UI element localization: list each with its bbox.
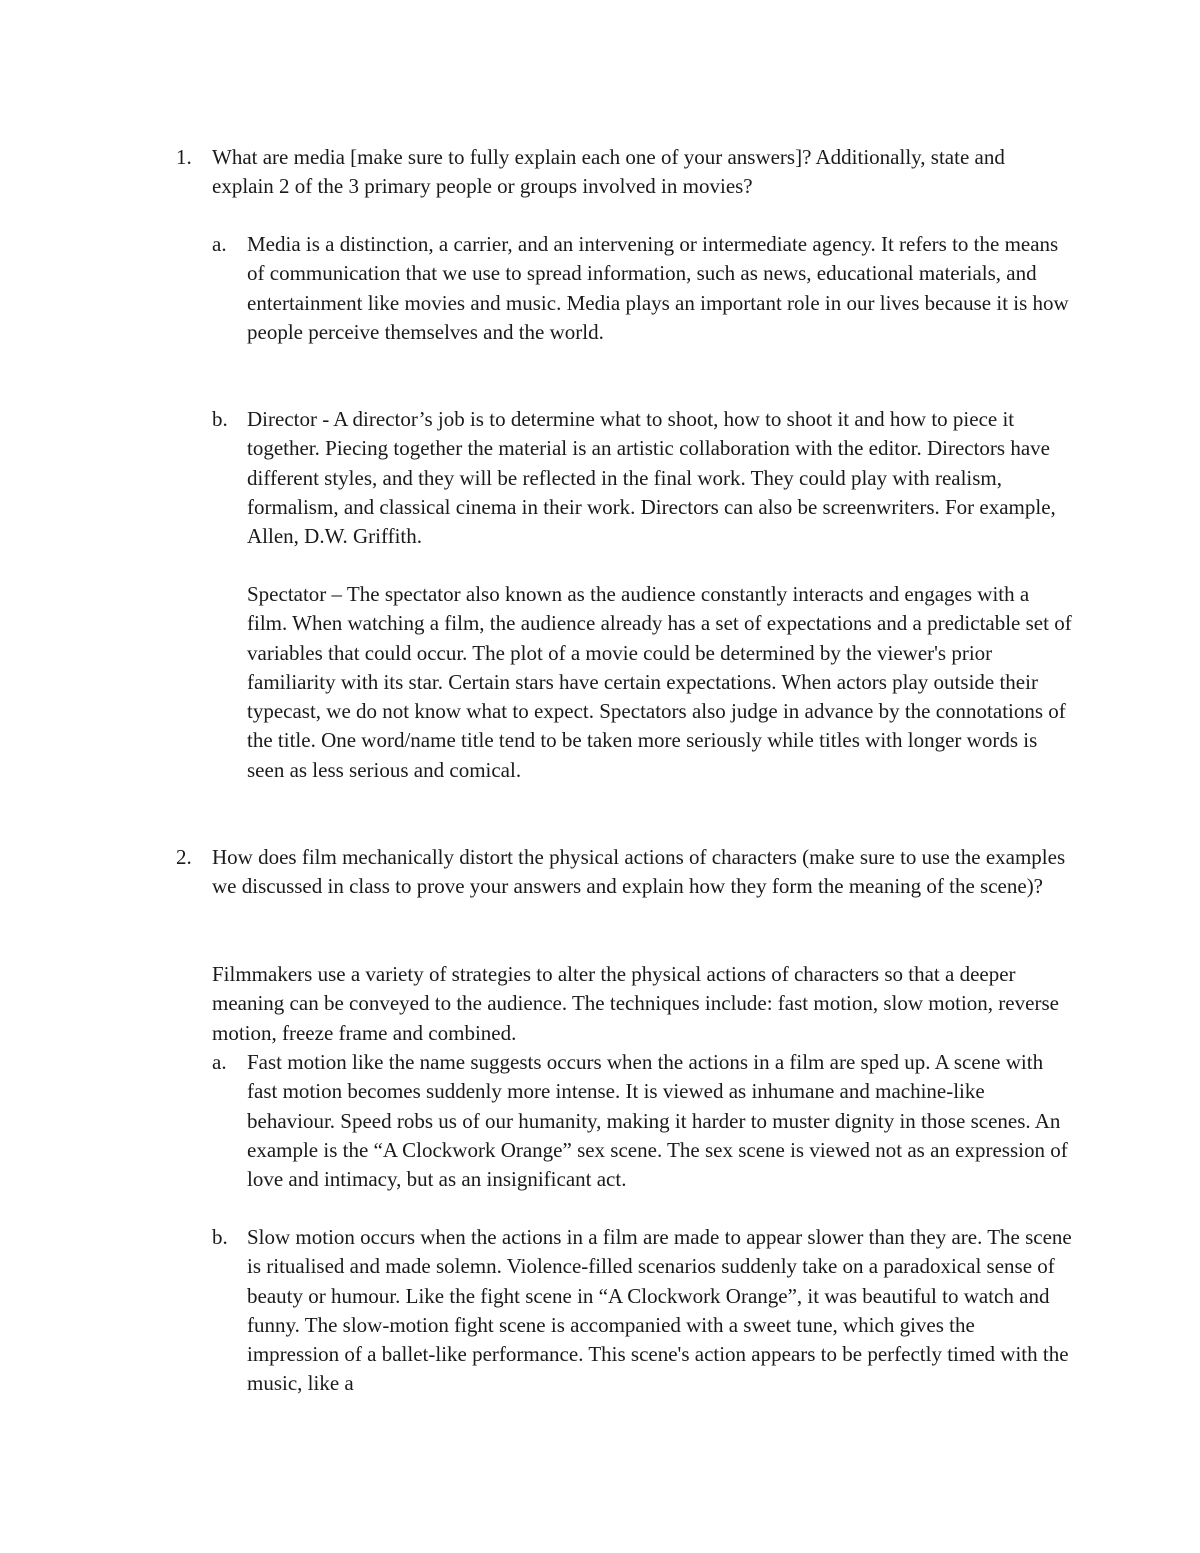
question-prompt: How does film mechanically distort the physical actions of characters (make sure to use the examples we discussed in class to prove your answers and explain how they form the meaning of the scene)?	[212, 845, 1066, 899]
answer-text: Slow motion occurs when the actions in a film are made to appear slower than they are. The scene is ritualised and made solemn. Violence-filled scenarios suddenly take on a paradoxical sense of beauty or humour. Like the fight scene in “A Clockwork Orange”, it was beautiful to watch and funny. The slow-motion fight scene is accompanied with a sweet tune, which gives the impression of a ballet-like performance. This scene's action appears to be perfectly timed with the music, like a	[247, 1225, 1072, 1396]
answer-marker: b.	[212, 1225, 228, 1249]
question-number: 1.	[176, 145, 192, 169]
question-2-intro: Filmmakers use a variety of strategies to alter the physical actions of characters so that a deeper meaning can be conveyed to the audience. The techniques include: fast motion, slow motion, reverse motion, freeze frame and combined.	[212, 962, 1059, 1045]
question-number: 2.	[176, 845, 192, 869]
question-2	[176, 843, 1066, 902]
answer-text: Media is a distinction, a carrier, and an intervening or intermediate agency. It refers to the means of communication that we use to spread information, such as news, educational materials, and entertainment like movies and music. Media plays an important role in our lives because it is how people perceive themselves and the world.	[247, 232, 1069, 344]
question-prompt: What are media [make sure to fully explain each one of your answers]? Additionally, state and explain 2 of the 3 primary people or groups involved in movies?	[212, 145, 1005, 199]
answer-1b-continuation: Spectator – The spectator also known as the audience constantly interacts and engages with a film. When watching a film, the audience already has a set of expectations and a predictable set of variables that could occur. The plot of a movie could be determined by the viewer's prior familiarity with its star. Certain stars have certain expectations. When actors play outside their typecast, we do not know what to expect. Spectators also judge in advance by the connotations of the title. One word/name title tend to be taken more seriously while titles with longer words is seen as less serious and comical.	[247, 582, 1072, 782]
answer-1b	[212, 405, 1072, 551]
answer-marker: a.	[212, 1050, 227, 1074]
answer-text: Director - A director’s job is to determine what to shoot, how to shoot it and how to piece it together. Piecing together the material is an artistic collaboration with the editor. Directors have different styles, and they will be reflected in the final work. They could play with realism, formalism, and classical cinema in their work. Directors can also be screenwriters. For example, Allen, D.W. Griffith.	[247, 407, 1056, 549]
answer-2a	[212, 1048, 1072, 1194]
answer-text: Fast motion like the name suggests occurs when the actions in a film are sped up. A scene with fast motion becomes suddenly more intense. It is viewed as inhumane and machine-like behaviour. Speed robs us of our humanity, making it harder to muster dignity in those scenes. An example is the “A Clockwork Orange” sex scene. The sex scene is viewed not as an expression of love and intimacy, but as an insignificant act.	[247, 1050, 1068, 1192]
answer-marker: a.	[212, 232, 227, 256]
question-1	[176, 143, 1066, 202]
answer-1a	[212, 230, 1072, 347]
answer-marker: b.	[212, 407, 228, 431]
answer-2b	[212, 1223, 1072, 1399]
